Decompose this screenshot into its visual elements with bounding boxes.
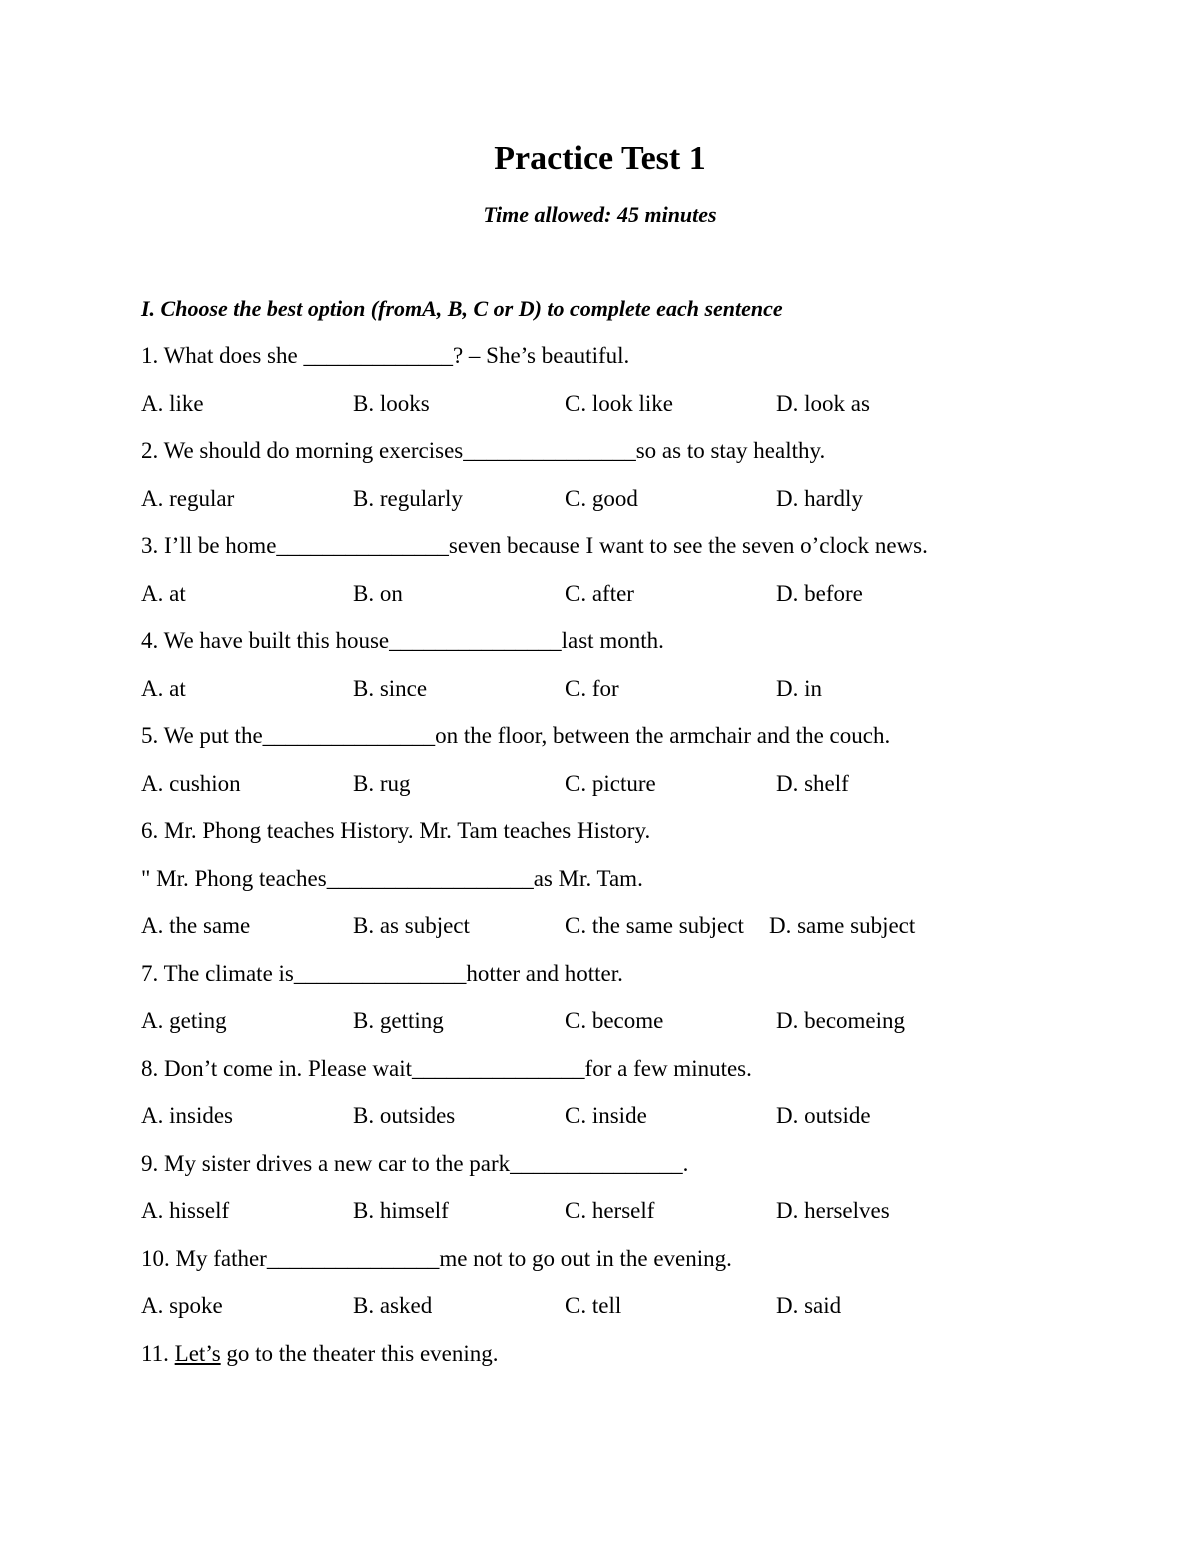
time-allowed: Time allowed: 45 minutes bbox=[483, 202, 717, 227]
option-b: B. getting bbox=[353, 1008, 444, 1033]
question-11 bbox=[141, 1339, 1141, 1387]
option-b: B. asked bbox=[353, 1293, 433, 1318]
option-c: C. inside bbox=[565, 1103, 647, 1128]
options-8 bbox=[141, 1101, 1141, 1149]
question-1: 1. What does she _____________? – She’s beautiful. bbox=[141, 343, 630, 368]
section-heading: I. Choose the best option (fromA, B, C or D) to complete each sentence bbox=[141, 296, 783, 321]
option-c: C. picture bbox=[565, 770, 656, 796]
option-d: D. shelf bbox=[776, 770, 849, 796]
question-6-rewrite: " Mr. Phong teaches__________________as Mr. Tam. bbox=[141, 865, 643, 891]
option-a: A. geting bbox=[141, 1008, 227, 1033]
option-a: A. the same bbox=[141, 913, 251, 938]
option-d: D. in bbox=[776, 675, 822, 701]
option-d: D. hardly bbox=[776, 485, 863, 511]
option-a: A. cushion bbox=[141, 770, 241, 796]
option-a: A. at bbox=[141, 675, 186, 701]
question-list bbox=[141, 341, 1141, 1386]
option-c: C. herself bbox=[565, 1198, 655, 1223]
options-5 bbox=[141, 769, 1141, 817]
options-2 bbox=[141, 484, 1141, 532]
question-7: 7. The climate is_______________hotter and hotter. bbox=[141, 960, 623, 986]
options-6 bbox=[141, 911, 1141, 959]
option-b: B. since bbox=[353, 675, 428, 701]
option-a: A. insides bbox=[141, 1103, 233, 1128]
question-4: 4. We have built this house_______________last month. bbox=[141, 628, 664, 653]
question-2: 2. We should do morning exercises_______________so as to stay healthy. bbox=[141, 438, 826, 463]
page-title: Practice Test 1 bbox=[494, 140, 706, 177]
option-c: C. after bbox=[565, 580, 634, 606]
options-1 bbox=[141, 389, 1141, 437]
option-a: A. like bbox=[141, 390, 204, 416]
question-6: 6. Mr. Phong teaches History. Mr. Tam teaches History. bbox=[141, 818, 651, 843]
option-c: C. look like bbox=[565, 390, 673, 416]
option-c: C. good bbox=[565, 485, 638, 511]
option-c: C. the same subject bbox=[565, 913, 744, 938]
options-9 bbox=[141, 1196, 1141, 1244]
option-b: B. himself bbox=[353, 1198, 449, 1223]
option-b: B. looks bbox=[353, 390, 430, 416]
option-c: C. become bbox=[565, 1008, 664, 1033]
option-c: C. tell bbox=[565, 1293, 622, 1318]
option-d: D. look as bbox=[776, 390, 870, 416]
option-d: D. said bbox=[776, 1293, 842, 1318]
option-b: B. on bbox=[353, 580, 403, 606]
option-d: D. becomeing bbox=[776, 1008, 906, 1033]
options-7 bbox=[141, 1006, 1141, 1054]
option-d: D. herselves bbox=[776, 1198, 890, 1223]
option-d: D. outside bbox=[776, 1103, 871, 1128]
options-3 bbox=[141, 579, 1141, 627]
option-a: A. at bbox=[141, 580, 186, 606]
question-9: 9. My sister drives a new car to the park_______________. bbox=[141, 1150, 689, 1176]
option-a: A. hisself bbox=[141, 1198, 230, 1223]
question-5: 5. We put the_______________on the floor, between the armchair and the couch. bbox=[141, 723, 891, 748]
option-b: B. outsides bbox=[353, 1103, 456, 1128]
question-3: 3. I’ll be home_______________seven because I want to see the seven o’clock news. bbox=[141, 533, 928, 558]
option-c: C. for bbox=[565, 675, 619, 701]
question-10: 10. My father_______________me not to go out in the evening. bbox=[141, 1245, 732, 1271]
option-b: B. rug bbox=[353, 770, 411, 796]
question-11-number: 11. bbox=[141, 1340, 175, 1366]
question-11-underlined: Let’s bbox=[174, 1340, 221, 1366]
option-b: B. regularly bbox=[353, 485, 463, 511]
question-8: 8. Don’t come in. Please wait_______________for a few minutes. bbox=[141, 1055, 752, 1081]
options-4 bbox=[141, 674, 1141, 722]
option-a: A. spoke bbox=[141, 1293, 223, 1318]
option-d: D. same subject bbox=[769, 913, 916, 938]
option-b: B. as subject bbox=[353, 913, 470, 938]
options-10 bbox=[141, 1291, 1141, 1339]
question-11-text: go to the theater this evening. bbox=[220, 1340, 499, 1366]
option-a: A. regular bbox=[141, 485, 235, 511]
option-d: D. before bbox=[776, 580, 863, 606]
